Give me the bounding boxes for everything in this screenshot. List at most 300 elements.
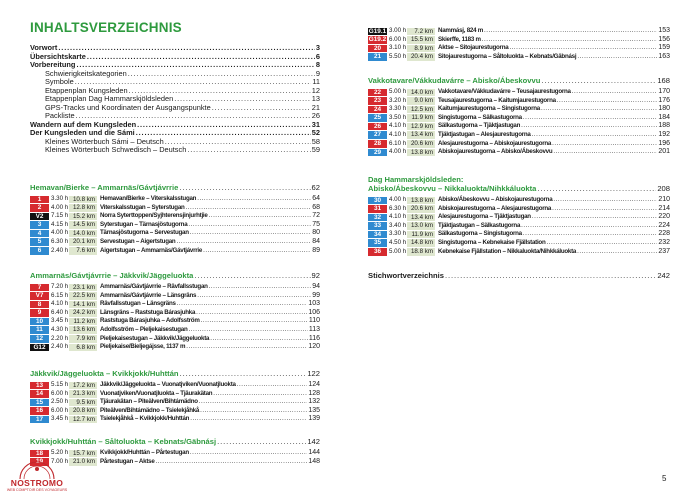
stage-row[interactable] [368, 131, 670, 140]
stage-duration: 2.20 h [51, 334, 69, 342]
stage-number-badge: 10 [30, 318, 49, 326]
stage-duration: 6.00 h [51, 406, 69, 414]
stage-name: Abisko/Ábeskovvu – Abiskojaurestugorna [438, 196, 553, 203]
stage-name: Viterskalsstugan – Syterstugan [100, 203, 185, 211]
stage-name: Abiskojaurestugorna – Alesjaurestugorna [438, 204, 552, 212]
stage-distance: 17.2 km [69, 382, 97, 390]
stage-number-badge: 12 [30, 335, 49, 343]
stage-distance: 7.2 km [407, 28, 435, 36]
stage-row[interactable] [368, 36, 670, 45]
toc-entry-page: 59 [311, 145, 320, 154]
toc-general-list [30, 44, 320, 155]
stage-name: Ammarnäs/Gávtjávrrie – Rävfallsstugan [100, 283, 208, 290]
stage-page: 237 [658, 247, 670, 255]
stage-page: 135 [308, 406, 320, 414]
stage-row[interactable] [368, 53, 670, 62]
stage-row[interactable] [30, 317, 320, 326]
stage-page: 144 [308, 449, 320, 456]
stage-name: Raststuga Bárasjuhka – Adolfsström [100, 317, 200, 325]
section-title-text: Kvikkjokk/Huhttán – Såltoluokta – Kebnats/Gäbnásj [30, 437, 217, 446]
toc-entry-page: 31 [311, 119, 320, 129]
section-page: 168 [657, 76, 670, 85]
stage-distance: 21.3 km [69, 390, 97, 398]
stage-number-badge: 11 [30, 326, 49, 334]
stage-row[interactable] [30, 326, 320, 335]
toc-entry-page: 11 [312, 77, 320, 86]
stage-name: Pieljekaise/Bieljegájsse, 1137 m [100, 343, 186, 351]
stage-number-badge: 34 [368, 231, 387, 239]
stage-page: 214 [658, 204, 670, 212]
stage-name: Vakkotavare/Vákkudavárre – Teusajaurestugorna [438, 88, 571, 95]
stage-page: 139 [308, 415, 320, 423]
stage-duration: 3.40 h [389, 221, 407, 229]
stage-page: 124 [308, 381, 320, 388]
stage-duration: 6.15 h [51, 291, 69, 299]
stage-row[interactable] [368, 196, 670, 205]
stage-number-badge: 29 [368, 149, 387, 157]
index-page: 242 [657, 271, 670, 280]
stage-page: 156 [658, 35, 670, 43]
stage-name: Kebnekaise Fjällstation – Nikkaluokta/Nihkkáluokta [438, 247, 577, 255]
stage-number-badge: V2 [30, 213, 49, 221]
stage-row[interactable] [30, 283, 320, 292]
stage-page: 170 [658, 88, 670, 95]
stage-number-badge: 18 [30, 450, 49, 458]
stage-distance: 11.9 km [407, 114, 435, 122]
logo-name: NOSTROMO [10, 478, 64, 488]
stage-duration: 4.10 h [389, 213, 407, 221]
stage-number-badge: 17 [30, 416, 49, 424]
stage-number-badge: 4 [30, 230, 49, 238]
stage-page: 159 [658, 44, 670, 52]
stage-row[interactable] [368, 148, 670, 157]
stage-row[interactable] [30, 212, 320, 221]
stage-duration: 3.45 h [51, 317, 69, 325]
logo-subtitle: WEB COMPTOIR DES VOYAGEURS [6, 488, 68, 492]
stage-row[interactable] [368, 222, 670, 231]
stage-row[interactable] [368, 205, 670, 214]
stage-page: 153 [658, 27, 670, 34]
stage-name: Rävfallsstugan – Länsgräns [100, 300, 176, 308]
stage-number-badge: 9 [30, 309, 49, 317]
stage-distance: 14.0 km [69, 230, 97, 238]
section-title[interactable] [30, 272, 320, 281]
stage-number-badge: 36 [368, 248, 387, 256]
section-page: 92 [311, 271, 320, 280]
stage-page: 84 [312, 237, 320, 245]
stage-name: Teusajaurestugorna – Kaitumjaurestugorna [438, 96, 556, 104]
stage-number-badge: 31 [368, 205, 387, 213]
stage-number-badge: 19 [30, 458, 49, 466]
stage-duration: 4.00 h [51, 203, 69, 211]
stage-page: 184 [658, 113, 670, 121]
stage-distance: 13.8 km [407, 197, 435, 205]
stage-distance: 15.2 km [69, 213, 97, 221]
stage-number-badge: 6 [30, 247, 49, 255]
stage-duration: 3.45 h [51, 415, 69, 423]
stage-row[interactable] [368, 114, 670, 123]
stage-row[interactable] [30, 398, 320, 407]
toc-entry-title: Vorwort [30, 43, 58, 52]
toc-entry-title: Packliste [45, 111, 75, 120]
stage-distance: 8.9 km [407, 45, 435, 53]
stage-row[interactable] [30, 449, 320, 458]
section-title-text: Dag Hammarskjöldsleden: [368, 175, 464, 184]
stage-distance: 14.5 km [69, 221, 97, 229]
stage-page: 89 [312, 246, 320, 254]
stage-distance: 14.1 km [69, 301, 97, 309]
stage-page: 228 [658, 230, 670, 238]
stage-distance: 22.5 km [69, 292, 97, 300]
stage-row[interactable] [368, 140, 670, 149]
toc-entry-page: 3 [315, 43, 320, 52]
section-page: 122 [307, 369, 320, 378]
stage-distance: 6.8 km [69, 344, 97, 352]
stage-page: 210 [658, 196, 670, 203]
toc-entry-title: Vorbereitung [30, 60, 76, 69]
stage-name: Aigertstugan – Ammarnäs/Gávtjávrrie [100, 246, 203, 254]
stage-page: 103 [308, 300, 320, 308]
stage-distance: 20.1 km [69, 238, 97, 246]
stage-duration: 4.00 h [389, 196, 407, 203]
stage-duration: 6.00 h [51, 389, 69, 397]
stage-number-badge: 22 [368, 89, 387, 97]
stage-row[interactable] [30, 300, 320, 309]
stage-row[interactable] [30, 221, 320, 230]
stage-number-badge: 13 [30, 382, 49, 390]
stage-page: 106 [308, 308, 320, 316]
toc-entry[interactable] [30, 146, 320, 155]
stage-distance: 24.2 km [69, 309, 97, 317]
stage-number-badge: 2 [30, 204, 49, 212]
stage-number-badge: 20 [368, 45, 387, 53]
stage-name: Sälkastugorna – Singistugorna [438, 230, 522, 238]
stage-duration: 3.10 h [389, 44, 407, 52]
stage-page: 180 [658, 105, 670, 113]
stage-row[interactable] [30, 229, 320, 238]
stage-name: Abiskojaurestugorna – Abisko/Ábeskovvu [438, 148, 553, 156]
stage-list [30, 449, 320, 466]
stage-number-badge: V7 [30, 292, 49, 300]
stage-duration: 5.50 h [389, 52, 407, 60]
section-page: 142 [307, 437, 320, 446]
stage-row[interactable] [30, 309, 320, 318]
stage-duration: 4.15 h [51, 220, 69, 228]
stage-distance: 7.9 km [69, 335, 97, 343]
stage-number-badge: 23 [368, 97, 387, 105]
stage-duration: 5.00 h [389, 88, 407, 95]
toc-entry-title: GPS-Tracks und Koordinaten der Ausgangspunkte [45, 102, 211, 112]
stage-duration: 3.00 h [389, 27, 407, 34]
stage-row[interactable] [368, 97, 670, 106]
stage-distance: 20.6 km [407, 205, 435, 213]
section-title[interactable] [30, 184, 320, 193]
stage-number-badge: 24 [368, 106, 387, 114]
stage-number-badge: 16 [30, 407, 49, 415]
section-title-text: Hemavan/Bierke – Ammarnäs/Gávtjávrrie [30, 183, 179, 192]
stage-number-badge: 5 [30, 238, 49, 246]
stage-page: 99 [312, 291, 320, 299]
toc-entry-title: Wandern auf dem Kungsleden [30, 119, 137, 129]
stage-distance: 13.8 km [407, 149, 435, 157]
stage-row[interactable] [368, 122, 670, 131]
stage-distance: 13.6 km [69, 326, 97, 334]
stage-row[interactable] [368, 213, 670, 222]
stage-name: Norra Syterttoppen/Syjhterensjinjurhtjie [100, 212, 208, 220]
toc-entry-page: 52 [311, 128, 320, 137]
stage-name: Alesjaurestugorna – Abiskojaurestugorna [438, 139, 552, 147]
stage-name: Tsielekjåhkå – Kvikkjokk/Huhttán [100, 415, 190, 423]
stage-name: Hemavan/Bierke – Viterskalsstugan [100, 195, 197, 202]
stage-name: Adolfsström – Pieljekaisestugan [100, 325, 188, 333]
toc-entry-title: Übersichtskarte [30, 51, 86, 61]
stage-distance: 10.8 km [69, 196, 97, 204]
stage-name: Ammarnäs/Gávtjávrrie – Länsgräns [100, 291, 197, 299]
stage-distance: 13.0 km [407, 222, 435, 230]
stage-duration: 2.40 h [51, 343, 69, 351]
stage-distance: 15.5 km [407, 36, 435, 44]
stage-duration: 2.50 h [51, 398, 69, 406]
stage-number-badge: 3 [30, 221, 49, 229]
stage-name: Servestugan – Aigertstugan [100, 237, 176, 245]
stage-duration: 2.40 h [51, 246, 69, 254]
stage-row[interactable] [368, 248, 670, 257]
section-title[interactable] [30, 370, 320, 379]
stage-page: 72 [312, 212, 320, 220]
stage-distance: 13.4 km [407, 131, 435, 139]
stage-duration: 7.15 h [51, 212, 69, 220]
stage-row[interactable] [30, 204, 320, 213]
index-title: Stichwortverzeichnis [368, 271, 444, 280]
stage-name: Alesjaurestugorna – Tjäktjastugan [438, 213, 531, 221]
stage-name: Länsgräns – Raststuga Bárasjuhka [100, 308, 196, 316]
stage-name: Sälkastugorna – Tjäktjastugan [438, 122, 521, 130]
stage-number-badge: 32 [368, 214, 387, 222]
stage-duration: 4.00 h [51, 229, 69, 237]
stage-page: 220 [658, 213, 670, 221]
section-title[interactable] [368, 77, 670, 86]
stage-list [368, 27, 670, 61]
stage-row[interactable] [368, 27, 670, 36]
stage-duration: 4.30 h [51, 325, 69, 333]
stage-name: Tärnasjöstugorna – Servestugan [100, 229, 189, 237]
toc-entry-page: 8 [315, 60, 320, 69]
stage-name: Aktse – Sitojaurestugorna [438, 44, 509, 52]
stage-distance: 13.4 km [407, 214, 435, 222]
stage-row[interactable] [30, 195, 320, 204]
stage-page: 201 [658, 148, 670, 156]
stage-number-badge: 27 [368, 131, 387, 139]
stage-row[interactable] [30, 458, 320, 467]
stage-name: Piteälven/Bihtámädno – Tsielekjåhkå [100, 406, 200, 414]
stage-page: 68 [312, 203, 320, 211]
stage-number-badge: 21 [368, 53, 387, 61]
stage-distance: 20.6 km [407, 140, 435, 148]
stage-page: 110 [308, 317, 320, 325]
stage-page: 80 [312, 229, 320, 237]
stage-page: 94 [312, 283, 320, 290]
toc-entry-title: Symbole [45, 77, 74, 86]
index-entry[interactable] [368, 272, 670, 281]
stage-distance: 23.1 km [69, 284, 97, 292]
stage-page: 128 [308, 389, 320, 397]
toc-entry-page: 9 [315, 68, 320, 78]
stage-duration: 4.50 h [389, 238, 407, 246]
stage-page: 192 [658, 130, 670, 138]
stage-row[interactable] [30, 407, 320, 416]
stage-duration: 4.10 h [389, 130, 407, 138]
stage-row[interactable] [368, 239, 670, 248]
stage-page: 232 [658, 238, 670, 246]
stage-row[interactable] [30, 390, 320, 399]
stage-name: Jäkkvik/Jäggeluokta – Vuonatjviken/Vuonatjluokta [100, 381, 236, 388]
stage-name: Singistugorna – Kebnekaise Fjällstation [438, 238, 546, 246]
stage-duration: 3.50 h [389, 113, 407, 121]
stage-number-badge: G19.2 [368, 36, 387, 44]
stage-duration: 4.00 h [389, 148, 407, 156]
section-title-text: Vakkotavare/Vákkudavárre – Abisko/Ábeskovvu [368, 76, 541, 85]
stage-distance: 12.7 km [69, 416, 97, 424]
stage-number-badge: 7 [30, 284, 49, 292]
stage-duration: 7.00 h [51, 457, 69, 465]
stage-name: Pieljekaisestugan – Jäkkvik/Jäggeluokta [100, 334, 210, 342]
stage-name: Nammásj, 824 m [438, 27, 483, 34]
page-number: 5 [662, 474, 667, 483]
stage-distance: 9.5 km [69, 399, 97, 407]
stage-number-badge: 25 [368, 114, 387, 122]
stage-list [30, 195, 320, 255]
toc-entry-page: 26 [311, 111, 320, 120]
stage-duration: 6.30 h [389, 204, 407, 212]
stage-distance: 15.7 km [69, 450, 97, 458]
stage-row[interactable] [30, 247, 320, 256]
stage-page: 64 [312, 195, 320, 202]
stage-number-badge: G19.1 [368, 27, 387, 35]
stage-row[interactable] [30, 238, 320, 247]
stage-row[interactable] [30, 292, 320, 301]
stage-name: Skierffe, 1183 m [438, 35, 481, 43]
stage-distance: 11.2 km [69, 318, 97, 326]
stage-distance: 12.5 km [407, 106, 435, 114]
stage-page: 116 [308, 334, 320, 342]
stage-duration: 5.15 h [51, 381, 69, 388]
stage-number-badge: G12 [30, 344, 49, 352]
stage-row[interactable] [368, 44, 670, 53]
stage-name: Vuonatjviken/Vuonatjluokta – Tjäurakätan [100, 389, 213, 397]
stage-list [30, 283, 320, 352]
stage-distance: 18.8 km [407, 248, 435, 256]
toc-entry-title: Etappenplan Dag Hammarskjöldsleden [45, 94, 174, 103]
stage-distance: 9.0 km [407, 97, 435, 105]
stage-name: Kaitumjaurestugorna – Singistugorna [438, 105, 540, 113]
stage-number-badge: 15 [30, 399, 49, 407]
section-page: 62 [311, 183, 320, 192]
stage-list [30, 381, 320, 424]
stage-number-badge: 30 [368, 197, 387, 205]
stage-row[interactable] [30, 381, 320, 390]
stage-number-badge: 1 [30, 196, 49, 204]
stage-duration: 4.10 h [389, 122, 407, 130]
stage-number-badge: 28 [368, 140, 387, 148]
toc-entry-page: 58 [311, 136, 320, 146]
stage-duration: 6.40 h [51, 308, 69, 316]
stage-list [368, 88, 670, 157]
stage-duration: 7.20 h [51, 283, 69, 290]
stage-distance: 12.8 km [69, 204, 97, 212]
stage-duration: 6.30 h [51, 237, 69, 245]
stage-distance: 11.9 km [407, 231, 435, 239]
stage-page: 113 [308, 325, 320, 333]
stage-duration: 5.20 h [51, 449, 69, 456]
stage-distance: 21.0 km [69, 458, 97, 466]
stage-name: Kvikkjokk/Huhttán – Pårtestugan [100, 449, 189, 456]
toc-entry-title: Etappenplan Kungsleden [45, 85, 128, 95]
stage-name: Syterstugan – Tärnasjöstugorna [100, 220, 188, 228]
toc-entry-page: 21 [311, 102, 320, 112]
stage-duration: 4.10 h [51, 300, 69, 308]
stage-distance: 14.0 km [407, 89, 435, 97]
stage-name: Tjäurakätan – Piteälven/Bihtámädno [100, 398, 198, 406]
stage-page: 188 [658, 122, 670, 130]
stage-page: 132 [308, 398, 320, 406]
stage-number-badge: 14 [30, 390, 49, 398]
section-subtitle[interactable] [368, 185, 670, 194]
stage-duration: 3.30 h [389, 105, 407, 113]
section-title[interactable] [30, 438, 320, 447]
stage-row[interactable] [368, 105, 670, 114]
section-subtitle-text: Abisko/Ábeskovvu – Nikkaluokta/Nihkkáluokta [368, 184, 537, 193]
stage-page: 75 [312, 220, 320, 228]
stage-name: Tjäktjastugan – Sälkastugorna [438, 221, 521, 229]
stage-distance: 20.4 km [407, 53, 435, 61]
stage-duration: 3.30 h [51, 195, 69, 202]
stage-page: 176 [658, 96, 670, 104]
stage-distance: 12.9 km [407, 123, 435, 131]
stage-number-badge: 8 [30, 301, 49, 309]
stage-number-badge: 26 [368, 123, 387, 131]
stage-name: Singistugorna – Sälkastugorna [438, 113, 522, 121]
toc-entry-page: 6 [315, 51, 320, 61]
stage-row[interactable] [30, 415, 320, 424]
stage-name: Pårtestugan – Aktse [100, 457, 155, 465]
section-title-text: Jäkkvik/Jäggeluokta – Kvikkjokk/Huhttán [30, 369, 179, 378]
toc-entry-page: 13 [311, 94, 320, 103]
stage-page: 224 [658, 221, 670, 229]
stage-distance: 20.8 km [69, 407, 97, 415]
stage-page: 163 [658, 52, 670, 60]
stage-duration: 6.10 h [389, 139, 407, 147]
toc-entry-title: Schwierigkeitskategorien [45, 68, 127, 78]
stage-row[interactable] [30, 343, 320, 352]
stage-list [368, 196, 670, 256]
stage-page: 196 [658, 139, 670, 147]
toc-heading: INHALTSVERZEICHNIS [30, 20, 182, 35]
stage-distance: 7.6 km [69, 247, 97, 255]
section-subtitle-page: 208 [657, 184, 670, 193]
toc-entry-title: Kleines Wörterbuch Schwedisch – Deutsch [45, 145, 187, 154]
stage-name: Tjäktjastugan – Alesjaurestugorna [438, 130, 531, 138]
stage-distance: 14.8 km [407, 239, 435, 247]
stage-page: 148 [308, 457, 320, 465]
stage-page: 120 [308, 343, 320, 351]
stage-duration: 5.00 h [389, 247, 407, 255]
section-title-text: Ammarnäs/Gávtjávrrie – Jäkkvik/Jäggeluokta [30, 271, 194, 280]
stage-row[interactable] [30, 335, 320, 344]
stage-row[interactable] [368, 88, 670, 97]
toc-entry-page: 12 [311, 85, 320, 95]
toc-entry-title: Kleines Wörterbuch Sámi – Deutsch [45, 136, 164, 146]
stage-row[interactable] [368, 230, 670, 239]
